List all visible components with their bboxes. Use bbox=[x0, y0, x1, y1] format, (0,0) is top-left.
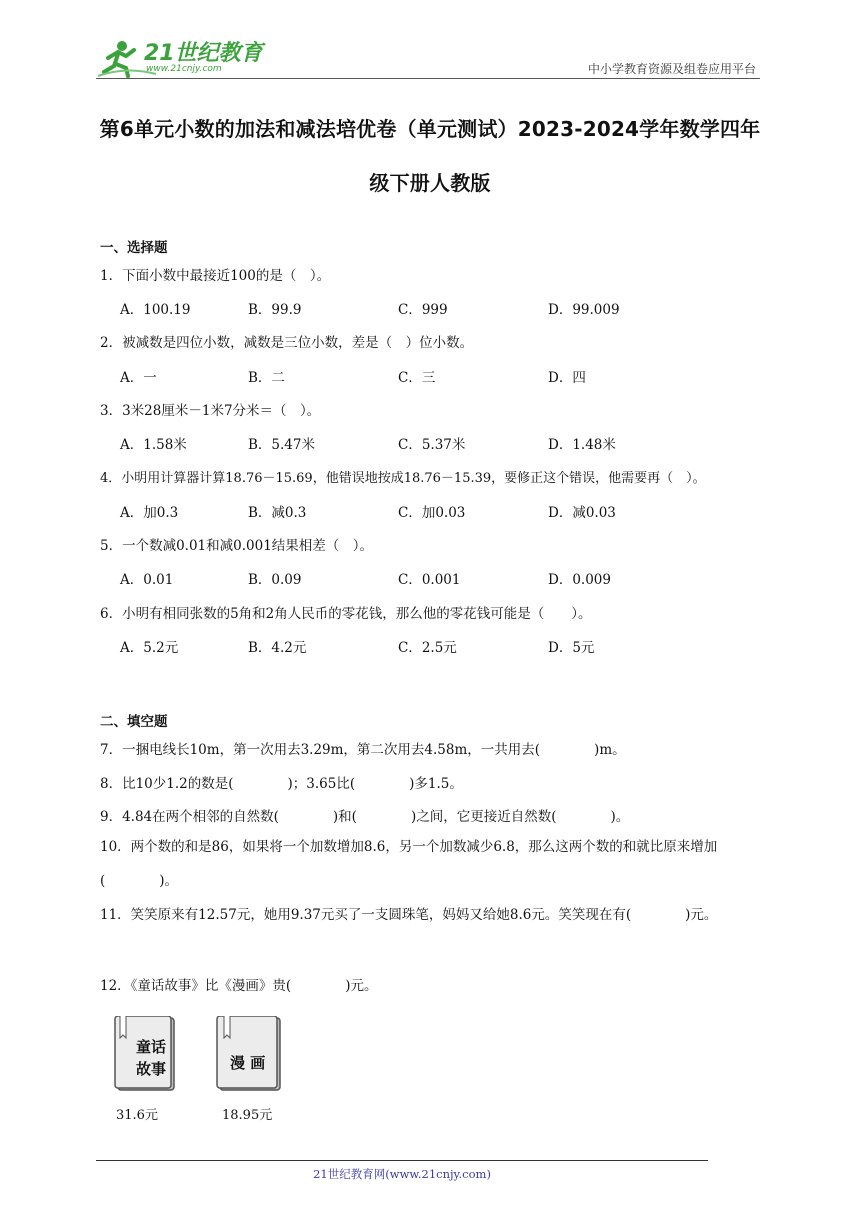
book-price: 18.95元 bbox=[222, 1108, 273, 1123]
question-1: 1．下面小数中最接近100的是（ ）。 bbox=[100, 268, 331, 284]
section-heading-choice: 一、选择题 bbox=[100, 240, 168, 256]
footer-text: 21世纪教育网(www.21cnjy.com) bbox=[313, 1167, 491, 1181]
logo-text: 21世纪教育 bbox=[144, 41, 263, 66]
option-c[interactable]: C．999 bbox=[398, 302, 448, 318]
option-a[interactable]: A．0.01 bbox=[120, 572, 174, 588]
question-2: 2．被减数是四位小数，减数是三位小数，差是（ ）位小数。 bbox=[100, 335, 474, 351]
option-c[interactable]: C．三 bbox=[398, 370, 436, 386]
question-7: 7．一捆电线长10m，第一次用去3.29m，第二次用去4.58m，一共用去( )m。 bbox=[100, 742, 626, 758]
option-b[interactable]: B．99.9 bbox=[248, 302, 302, 318]
footer-divider bbox=[96, 1160, 708, 1161]
page-title: 第6单元小数的加法和减法培优卷（单元测试）2023-2024学年数学四年级下册人教版 bbox=[99, 117, 761, 195]
option-c[interactable]: C．加0.03 bbox=[398, 505, 466, 521]
question-3: 3．3米28厘米－1米7分米＝（ ）。 bbox=[100, 403, 321, 419]
question-10: 10．两个数的和是86，如果将一个加数增加8.6，另一个加数减少6.8，那么这两个数的和就比原来增加( )。 bbox=[100, 839, 718, 889]
question-5: 5．一个数减0.01和减0.001结果相差（ ）。 bbox=[100, 538, 374, 554]
book-title-line1: 漫 画 bbox=[230, 1054, 266, 1072]
option-b[interactable]: B．二 bbox=[248, 370, 285, 386]
logo-url: www.21cnjy.com bbox=[146, 64, 222, 74]
option-b[interactable]: B．4.2元 bbox=[248, 640, 307, 656]
option-c[interactable]: C．5.37米 bbox=[398, 437, 466, 453]
option-b[interactable]: B．减0.3 bbox=[248, 505, 307, 521]
header-platform-text: 中小学教育资源及组卷应用平台 bbox=[587, 62, 756, 76]
option-d[interactable]: D．减0.03 bbox=[548, 505, 616, 521]
option-d[interactable]: D．1.48米 bbox=[548, 437, 616, 453]
option-d[interactable]: D．5元 bbox=[548, 640, 595, 656]
option-c[interactable]: C．0.001 bbox=[398, 572, 461, 588]
question-11: 11．笑笑原来有12.57元，她用9.37元买了一支圆珠笔，妈妈又给她8.6元。笑笑现在有( )元。 bbox=[100, 907, 718, 923]
book-fairy-tales bbox=[114, 1016, 176, 1092]
option-d[interactable]: D．0.009 bbox=[548, 572, 611, 588]
section-heading-fill: 二、填空题 bbox=[100, 714, 168, 730]
option-b[interactable]: B．0.09 bbox=[248, 572, 302, 588]
header-divider bbox=[96, 78, 760, 79]
option-a[interactable]: A．一 bbox=[120, 370, 157, 386]
option-c[interactable]: C．2.5元 bbox=[398, 640, 457, 656]
site-logo bbox=[96, 36, 266, 80]
book-title-line2: 故事 bbox=[136, 1060, 167, 1078]
question-12: 12．《童话故事》比《漫画》贵( )元。 bbox=[100, 978, 378, 994]
question-9: 9．4.84在两个相邻的自然数( )和( )之间，它更接近自然数( )。 bbox=[100, 809, 630, 825]
option-a[interactable]: A．100.19 bbox=[120, 302, 191, 318]
question-8: 8．比10少1.2的数是( )；3.65比( )多1.5。 bbox=[100, 776, 463, 792]
book-comics bbox=[216, 1016, 278, 1092]
option-a[interactable]: A．1.58米 bbox=[120, 437, 187, 453]
option-a[interactable]: A．5.2元 bbox=[120, 640, 179, 656]
option-b[interactable]: B．5.47米 bbox=[248, 437, 315, 453]
option-a[interactable]: A．加0.3 bbox=[120, 505, 179, 521]
question-6: 6．小明有相同张数的5角和2角人民币的零花钱，那么他的零花钱可能是（ ）。 bbox=[100, 606, 592, 622]
question-4: 4．小明用计算器计算18.76－15.69，他错误地按成18.76－15.39，要修正这个错误，他需要再（ ）。 bbox=[100, 471, 706, 486]
option-d[interactable]: D．四 bbox=[548, 370, 586, 386]
book-price: 31.6元 bbox=[116, 1108, 158, 1123]
option-d[interactable]: D．99.009 bbox=[548, 302, 620, 318]
book-title-line1: 童话 bbox=[136, 1038, 167, 1056]
